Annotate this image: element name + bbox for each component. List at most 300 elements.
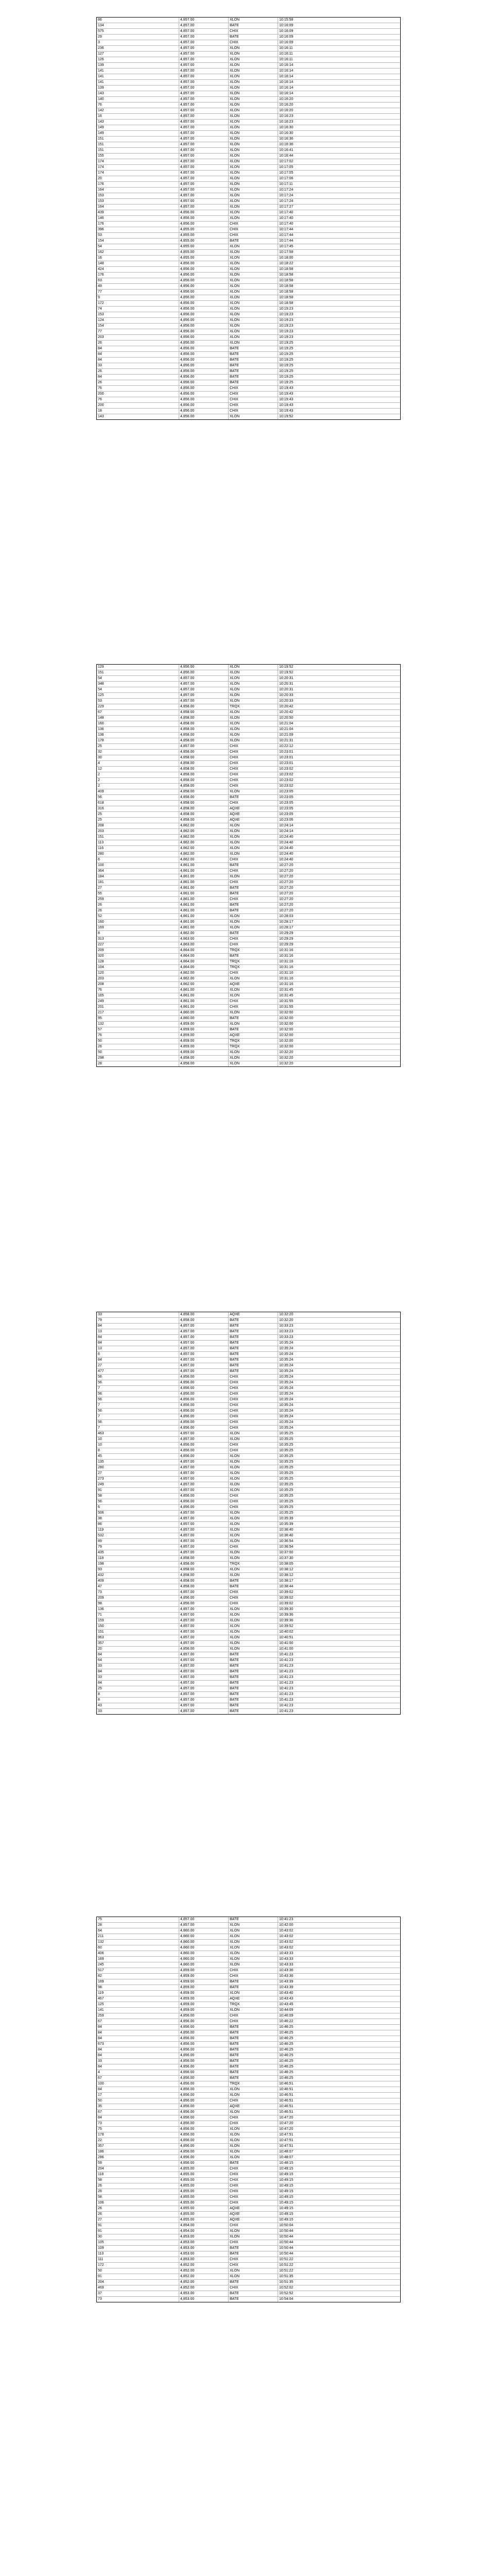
volume-cell: 73 xyxy=(97,1590,179,1595)
volume-cell: 84 xyxy=(97,1335,179,1340)
time-cell: 10:20:31 xyxy=(279,682,294,686)
volume-cell: 98 xyxy=(97,1601,179,1606)
table-row xyxy=(97,2240,400,2246)
table-row xyxy=(97,2013,400,2019)
table-row xyxy=(97,137,400,142)
price-cell: 4,857.00 xyxy=(179,40,229,45)
venue-cell: BATE xyxy=(229,1686,278,1691)
volume-cell: 27 xyxy=(97,1471,179,1476)
price-cell: 4,856.00 xyxy=(179,2042,229,2047)
volume-cell: 13 xyxy=(97,1329,179,1334)
price-cell: 4,857.00 xyxy=(179,1352,229,1357)
volume-cell: 84 xyxy=(97,2047,179,2053)
table-row xyxy=(97,397,400,403)
price-cell: 4,857.00 xyxy=(179,1675,229,1680)
table-row xyxy=(97,2002,400,2008)
venue-cell: XLON xyxy=(229,244,278,249)
venue-cell: XLON xyxy=(229,1539,278,1544)
time-cell: 10:46:25 xyxy=(279,2065,294,2069)
volume-cell: 357 xyxy=(97,2144,179,2149)
volume-cell: 259 xyxy=(97,897,179,902)
time-cell: 10:35:25 xyxy=(279,1494,294,1498)
volume-cell: 151 xyxy=(97,148,179,153)
volume-cell: 124 xyxy=(97,318,179,323)
price-cell: 4,857.00 xyxy=(179,103,229,108)
table-row xyxy=(97,2274,400,2280)
price-cell: 4,858.00 xyxy=(179,818,229,823)
table-row xyxy=(97,256,400,261)
venue-cell: XLON xyxy=(229,2110,278,2115)
price-cell: 4,857.00 xyxy=(179,1511,229,1516)
table-row xyxy=(97,1477,400,1482)
table-row xyxy=(97,295,400,301)
volume-cell: 203 xyxy=(97,335,179,340)
time-cell: 10:35:24 xyxy=(279,1420,294,1424)
venue-cell: CHIX xyxy=(229,409,278,414)
time-cell: 10:16:09 xyxy=(279,35,294,39)
time-cell: 10:19:52 xyxy=(279,415,294,418)
time-cell: 10:21:04 xyxy=(279,722,294,725)
price-cell: 4,856.00 xyxy=(179,318,229,323)
venue-cell: BATE xyxy=(229,2036,278,2041)
time-cell: 10:38:12 xyxy=(279,1568,294,1571)
time-cell: 10:43:33 xyxy=(279,1952,294,1955)
time-cell: 10:33:23 xyxy=(279,1330,294,1333)
table-row xyxy=(97,2104,400,2110)
time-cell: 10:35:25 xyxy=(279,1483,294,1486)
time-cell: 10:27:20 xyxy=(279,869,294,873)
time-cell: 10:20:42 xyxy=(279,705,294,708)
time-cell: 10:17:58 xyxy=(279,250,294,254)
table-row xyxy=(97,931,400,937)
table-row xyxy=(97,97,400,103)
volume-cell: 153 xyxy=(97,199,179,204)
table-row xyxy=(97,125,400,131)
time-cell: 10:23:05 xyxy=(279,812,294,816)
volume-cell: 58 xyxy=(97,1494,179,1499)
volume-cell: 409 xyxy=(97,1579,179,1584)
time-cell: 10:27:20 xyxy=(279,875,294,878)
venue-cell: BATE xyxy=(229,1703,278,1708)
venue-cell: XLON xyxy=(229,108,278,113)
table-row xyxy=(97,829,400,835)
time-cell: 10:17:40 xyxy=(279,222,294,226)
price-cell: 4,855.00 xyxy=(179,2195,229,2200)
price-cell: 4,857.00 xyxy=(179,86,229,91)
volume-cell: 50 xyxy=(97,1050,179,1055)
volume-cell: 7 xyxy=(97,1414,179,1419)
time-cell: 10:39:52 xyxy=(279,1624,294,1628)
volume-cell: 47 xyxy=(97,1584,179,1589)
venue-cell: XLON xyxy=(229,710,278,715)
table-row xyxy=(97,1545,400,1550)
volume-cell: 141 xyxy=(97,74,179,79)
venue-cell: XLON xyxy=(229,2274,278,2279)
table-row xyxy=(97,2161,400,2166)
time-cell: 10:16:44 xyxy=(279,154,294,158)
volume-cell: 4 xyxy=(97,2070,179,2075)
price-cell: 4,858.00 xyxy=(179,738,229,743)
time-cell: 10:39:02 xyxy=(279,1590,294,1594)
table-row xyxy=(97,1392,400,1397)
price-cell: 4,857.00 xyxy=(179,69,229,74)
price-cell: 4,856.00 xyxy=(179,267,229,272)
volume-cell: 26 xyxy=(97,1044,179,1049)
venue-cell: XLON xyxy=(229,1488,278,1493)
volume-cell: 29 xyxy=(97,35,179,40)
venue-cell: AQXE xyxy=(229,2104,278,2109)
volume-cell: 26 xyxy=(97,903,179,908)
volume-cell: 84 xyxy=(97,2064,179,2070)
time-cell: 10:17:44 xyxy=(279,233,294,237)
venue-cell: XLON xyxy=(229,137,278,142)
table-row xyxy=(97,1698,400,1703)
venue-cell: CHIX xyxy=(229,1420,278,1425)
venue-cell: XLON xyxy=(229,1630,278,1635)
table-row xyxy=(97,1056,400,1061)
time-cell: 10:35:24 xyxy=(279,1347,294,1350)
venue-cell: XLON xyxy=(229,976,278,981)
volume-cell: 30 xyxy=(97,2234,179,2240)
volume-cell: 73 xyxy=(97,2297,179,2302)
volume-cell: 37 xyxy=(97,2291,179,2296)
volume-cell: 76 xyxy=(97,1033,179,1038)
table-row xyxy=(97,1618,400,1624)
venue-cell: XLON xyxy=(229,256,278,261)
volume-cell: 143 xyxy=(97,414,179,419)
venue-cell: CHIX xyxy=(229,880,278,885)
price-cell: 4,862.00 xyxy=(179,852,229,857)
volume-cell: 164 xyxy=(97,188,179,193)
venue-cell: BATE xyxy=(229,954,278,959)
time-cell: 10:24:40 xyxy=(279,846,294,850)
table-row xyxy=(97,710,400,716)
time-cell: 10:49:15 xyxy=(279,2195,294,2199)
time-cell: 10:21:04 xyxy=(279,727,294,731)
volume-cell: 151 xyxy=(97,137,179,142)
venue-cell: XLON xyxy=(229,193,278,198)
volume-cell: 84 xyxy=(97,346,179,351)
price-cell: 4,856.00 xyxy=(179,665,229,670)
time-cell: 10:47:20 xyxy=(279,2127,294,2131)
volume-cell: 119 xyxy=(97,1991,179,1996)
price-cell: 4,855.00 xyxy=(179,256,229,261)
price-cell: 4,858.00 xyxy=(179,1579,229,1584)
time-cell: 10:33:23 xyxy=(279,1335,294,1339)
time-cell: 10:35:24 xyxy=(279,1386,294,1390)
table-row xyxy=(97,1386,400,1392)
price-cell: 4,857.00 xyxy=(179,1358,229,1363)
volume-cell: 52 xyxy=(97,914,179,919)
time-cell: 10:27:20 xyxy=(279,863,294,867)
price-cell: 4,857.00 xyxy=(179,159,229,164)
table-row xyxy=(97,1624,400,1630)
price-cell: 4,852.00 xyxy=(179,2280,229,2285)
time-cell: 10:29:29 xyxy=(279,931,294,935)
table-row xyxy=(97,999,400,1005)
price-cell: 4,858.00 xyxy=(179,795,229,800)
volume-cell: 73 xyxy=(97,2121,179,2126)
time-cell: 10:16:14 xyxy=(279,92,294,95)
time-cell: 10:20:33 xyxy=(279,699,294,703)
price-cell: 4,857.00 xyxy=(179,1664,229,1669)
venue-cell: XLON xyxy=(229,699,278,704)
time-cell: 10:16:14 xyxy=(279,80,294,84)
time-cell: 10:54:04 xyxy=(279,2297,294,2301)
time-cell: 10:35:24 xyxy=(279,1426,294,1430)
table-row xyxy=(97,693,400,699)
time-cell: 10:36:54 xyxy=(279,1545,294,1549)
table-row xyxy=(97,290,400,295)
volume-cell: 113 xyxy=(97,2251,179,2257)
time-cell: 10:33:23 xyxy=(279,1324,294,1328)
venue-cell: CHIX xyxy=(229,233,278,238)
time-cell: 10:50:44 xyxy=(279,2235,294,2239)
volume-cell: 8 xyxy=(97,931,179,936)
venue-cell: XLON xyxy=(229,278,278,283)
time-cell: 10:19:43 xyxy=(279,392,294,396)
time-cell: 10:31:16 xyxy=(279,971,294,975)
time-cell: 10:47:51 xyxy=(279,2144,294,2148)
table-row xyxy=(97,2081,400,2087)
time-cell: 10:36:54 xyxy=(279,1539,294,1543)
venue-cell: CHIX xyxy=(229,1386,278,1391)
venue-cell: XLON xyxy=(229,210,278,215)
volume-cell: 140 xyxy=(97,97,179,102)
volume-cell: 3 xyxy=(97,40,179,45)
table-row xyxy=(97,1703,400,1709)
volume-cell: 6 xyxy=(97,1505,179,1510)
table-row xyxy=(97,2076,400,2081)
volume-cell: 174 xyxy=(97,171,179,176)
price-cell: 4,858.00 xyxy=(179,1312,229,1317)
table-row xyxy=(97,103,400,108)
price-cell: 4,857.00 xyxy=(179,1703,229,1708)
price-cell: 4,857.00 xyxy=(179,682,229,687)
venue-cell: XLON xyxy=(229,823,278,828)
venue-cell: CHIX xyxy=(229,1392,278,1397)
venue-cell: BATE xyxy=(229,1692,278,1697)
time-cell: 10:41:00 xyxy=(279,1641,294,1645)
time-cell: 10:43:33 xyxy=(279,1957,294,1961)
time-cell: 10:39:02 xyxy=(279,1596,294,1600)
volume-cell: 26 xyxy=(97,369,179,374)
volume-cell: 53 xyxy=(97,699,179,704)
time-cell: 10:48:07 xyxy=(279,2156,294,2159)
table-row xyxy=(97,1630,400,1635)
table-row xyxy=(97,2098,400,2104)
table-row xyxy=(97,312,400,318)
price-cell: 4,856.00 xyxy=(179,1596,229,1601)
time-cell: 10:21:31 xyxy=(279,739,294,742)
price-cell: 4,857.00 xyxy=(179,1698,229,1703)
volume-cell: 104 xyxy=(97,965,179,970)
table-row xyxy=(97,942,400,948)
volume-cell: 91 xyxy=(97,2274,179,2279)
volume-cell: 7 xyxy=(97,1426,179,1431)
volume-cell: 74 xyxy=(97,307,179,312)
venue-cell: XLON xyxy=(229,329,278,334)
volume-cell: 204 xyxy=(97,2166,179,2172)
volume-cell: 95 xyxy=(97,1016,179,1021)
time-cell: 10:22:12 xyxy=(279,744,294,748)
time-cell: 10:19:25 xyxy=(279,358,294,362)
volume-cell: 38 xyxy=(97,1516,179,1521)
volume-cell: 125 xyxy=(97,693,179,698)
table-row xyxy=(97,2036,400,2042)
time-cell: 10:43:39 xyxy=(279,1986,294,1989)
venue-cell: BATE xyxy=(229,931,278,936)
venue-cell: BATE xyxy=(229,1652,278,1657)
volume-cell: 17 xyxy=(97,2093,179,2098)
table-row xyxy=(97,1522,400,1528)
time-cell: 10:18:58 xyxy=(279,267,294,271)
time-cell: 10:28:17 xyxy=(279,926,294,929)
venue-cell: TRQX xyxy=(229,2081,278,2087)
price-cell: 4,857.00 xyxy=(179,693,229,698)
price-cell: 4,856.00 xyxy=(179,414,229,419)
table-row xyxy=(97,852,400,857)
volume-cell: 435 xyxy=(97,1550,179,1555)
venue-cell: XLON xyxy=(229,1460,278,1465)
venue-cell: CHIX xyxy=(229,784,278,789)
price-cell: 4,859.00 xyxy=(179,1974,229,1979)
volume-cell: 84 xyxy=(97,2115,179,2121)
time-cell: 10:23:05 xyxy=(279,795,294,799)
volume-cell: 273 xyxy=(97,1477,179,1482)
volume-cell: 424 xyxy=(97,267,179,272)
volume-cell: 227 xyxy=(97,942,179,947)
volume-cell: 126 xyxy=(97,57,179,62)
price-cell: 4,857.00 xyxy=(179,1669,229,1674)
volume-cell: 149 xyxy=(97,125,179,130)
volume-cell: 106 xyxy=(97,2200,179,2206)
table-row xyxy=(97,2053,400,2059)
venue-cell: CHIX xyxy=(229,857,278,862)
table-row xyxy=(97,35,400,40)
table-row xyxy=(97,210,400,216)
price-cell: 4,861.00 xyxy=(179,869,229,874)
venue-cell: BATE xyxy=(229,1669,278,1674)
time-cell: 10:35:25 xyxy=(279,1477,294,1481)
venue-cell: CHIX xyxy=(229,227,278,232)
price-cell: 4,861.00 xyxy=(179,914,229,919)
time-cell: 10:21:09 xyxy=(279,733,294,737)
venue-cell: CHIX xyxy=(229,397,278,402)
venue-cell: XLON xyxy=(229,920,278,925)
time-cell: 10:23:02 xyxy=(279,767,294,771)
price-cell: 4,857.00 xyxy=(179,1613,229,1618)
time-cell: 10:27:20 xyxy=(279,909,294,912)
volume-cell: 54 xyxy=(97,687,179,692)
price-cell: 4,861.00 xyxy=(179,993,229,998)
venue-cell: XLON xyxy=(229,874,278,879)
time-cell: 10:24:40 xyxy=(279,858,294,861)
venue-cell: XLON xyxy=(229,1454,278,1459)
venue-cell: XLON xyxy=(229,86,278,91)
price-cell: 4,855.00 xyxy=(179,2212,229,2217)
price-cell: 4,857.00 xyxy=(179,205,229,210)
price-cell: 4,862.00 xyxy=(179,823,229,828)
price-cell: 4,856.00 xyxy=(179,352,229,357)
time-cell: 10:16:14 xyxy=(279,75,294,78)
volume-cell: 6 xyxy=(97,857,179,862)
volume-cell: 60 xyxy=(97,1945,179,1951)
venue-cell: XLON xyxy=(229,988,278,993)
venue-cell: XLON xyxy=(229,925,278,930)
table-row xyxy=(97,1005,400,1010)
volume-cell: 141 xyxy=(97,80,179,85)
table-row xyxy=(97,1016,400,1022)
time-cell: 10:49:15 xyxy=(279,2207,294,2210)
table-row xyxy=(97,1335,400,1341)
time-cell: 10:29:29 xyxy=(279,937,294,941)
price-cell: 4,856.00 xyxy=(179,1448,229,1453)
venue-cell: BATE xyxy=(229,1985,278,1990)
volume-cell: 174 xyxy=(97,159,179,164)
time-cell: 10:47:51 xyxy=(279,2133,294,2137)
volume-cell: 203 xyxy=(97,976,179,981)
volume-cell: 249 xyxy=(97,1482,179,1487)
price-cell: 4,857.00 xyxy=(179,1460,229,1465)
venue-cell: XLON xyxy=(229,1573,278,1578)
table-row xyxy=(97,227,400,233)
price-cell: 4,856.00 xyxy=(179,2127,229,2132)
volume-cell: 313 xyxy=(97,937,179,942)
table-row xyxy=(97,2206,400,2212)
volume-cell: 532 xyxy=(97,1533,179,1538)
table-row xyxy=(97,2234,400,2240)
time-cell: 10:32:00 xyxy=(279,1022,294,1026)
volume-cell: 100 xyxy=(97,863,179,868)
volume-cell: 176 xyxy=(97,222,179,227)
volume-cell: 75 xyxy=(97,2127,179,2132)
table-row xyxy=(97,375,400,380)
time-cell: 10:37:00 xyxy=(279,1551,294,1554)
volume-cell: 116 xyxy=(97,846,179,851)
time-cell: 10:17:24 xyxy=(279,194,294,197)
venue-cell: CHIX xyxy=(229,942,278,947)
volume-cell: 25 xyxy=(97,744,179,749)
time-cell: 10:19:25 xyxy=(279,369,294,373)
time-cell: 10:41:23 xyxy=(279,1675,294,1679)
table-row xyxy=(97,778,400,784)
volume-cell: 26 xyxy=(97,380,179,385)
table-row xyxy=(97,676,400,682)
volume-cell: 56 xyxy=(97,1375,179,1380)
venue-cell: XLON xyxy=(229,721,278,726)
table-row xyxy=(97,767,400,772)
price-cell: 4,862.00 xyxy=(179,982,229,987)
volume-cell: 2 xyxy=(97,778,179,783)
venue-cell: XLON xyxy=(229,1050,278,1055)
venue-cell: BATE xyxy=(229,2251,278,2257)
volume-cell: 8 xyxy=(97,1698,179,1703)
time-cell: 10:35:25 xyxy=(279,1432,294,1435)
time-cell: 10:35:24 xyxy=(279,1369,294,1373)
volume-cell: 172 xyxy=(97,301,179,306)
volume-cell: 50 xyxy=(97,1039,179,1044)
time-cell: 10:35:25 xyxy=(279,1471,294,1475)
venue-cell: XLON xyxy=(229,2149,278,2155)
table-row xyxy=(97,2093,400,2098)
table-row xyxy=(97,2195,400,2200)
venue-cell: AQXE xyxy=(229,1312,278,1317)
table-row xyxy=(97,86,400,91)
venue-cell: XLON xyxy=(229,1607,278,1612)
price-cell: 4,864.00 xyxy=(179,954,229,959)
price-cell: 4,856.00 xyxy=(179,2087,229,2092)
